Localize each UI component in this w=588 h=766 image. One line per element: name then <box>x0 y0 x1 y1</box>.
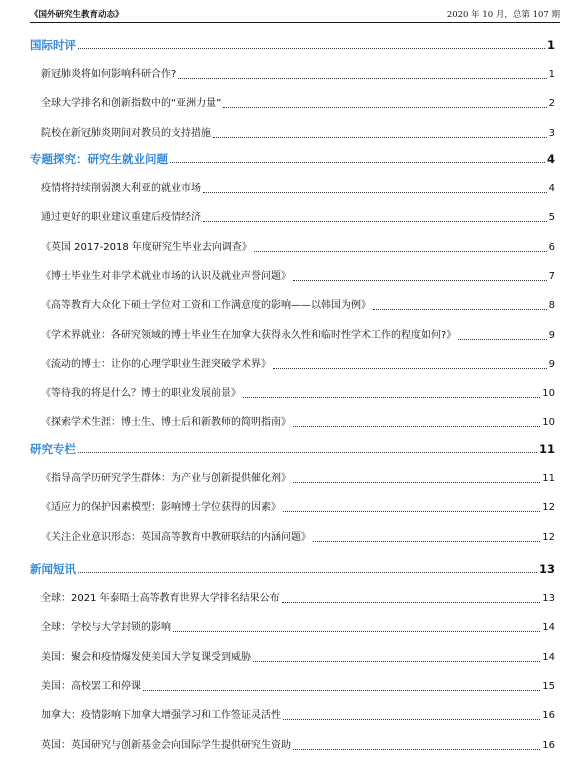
toc-entry-title: 《指导高学历研究学生群体：为产业与创新提供催化剂》 <box>41 473 291 484</box>
dot-leader <box>282 602 541 603</box>
toc-entry-page-number: 4 <box>548 183 555 194</box>
toc-entry[interactable] <box>41 97 555 111</box>
toc-entry-page-number: 3 <box>548 128 555 139</box>
toc-entry[interactable] <box>41 592 555 606</box>
toc-entry-page-number: 5 <box>548 212 555 223</box>
dot-leader <box>253 661 540 662</box>
toc-entry-page-number: 8 <box>548 300 555 311</box>
toc-entry-page-number: 14 <box>542 652 555 663</box>
dot-leader <box>170 162 545 163</box>
toc-entry-title: 英国：英国研究与创新基金会向国际学生提供研究生资助 <box>41 740 291 751</box>
toc-entry-title: 《等待我的将是什么？博士的职业发展前景》 <box>41 388 241 399</box>
dot-leader <box>283 719 540 720</box>
toc-entry[interactable] <box>41 739 555 753</box>
toc-entry[interactable] <box>41 68 555 82</box>
toc-section-heading[interactable] <box>30 562 555 576</box>
dot-leader <box>78 452 537 453</box>
toc-entry-title: 《博士毕业生对非学术就业市场的认识及就业声誉问题》 <box>41 271 291 282</box>
toc-entry[interactable] <box>41 416 555 430</box>
dot-leader <box>373 309 547 310</box>
toc-section-heading-title: 新闻短讯 <box>30 562 76 576</box>
toc-section-heading-title: 国际时评 <box>30 38 76 52</box>
toc-entry-page-number: 2 <box>548 98 555 109</box>
toc-entry[interactable] <box>41 501 555 515</box>
toc-entry[interactable] <box>41 270 555 284</box>
dot-leader <box>293 280 547 281</box>
toc-section-heading-title: 研究专栏 <box>30 442 76 456</box>
toc-entry[interactable] <box>41 299 555 313</box>
dot-leader <box>203 221 547 222</box>
toc-entry-title: 加拿大：疫情影响下加拿大增强学习和工作签证灵活性 <box>41 710 281 721</box>
toc-entry-page-number: 1 <box>548 69 555 80</box>
dot-leader <box>78 572 537 573</box>
toc-entry[interactable] <box>41 472 555 486</box>
toc-entry-title: 全球：学校与大学封锁的影响 <box>41 622 171 633</box>
toc-entry-page-number: 10 <box>542 417 555 428</box>
toc-entry-page-number: 10 <box>542 388 555 399</box>
toc-entry[interactable] <box>41 329 555 343</box>
toc-entry-page-number: 13 <box>542 593 555 604</box>
toc-section-heading[interactable] <box>30 152 555 166</box>
toc-entry-page-number: 16 <box>542 710 555 721</box>
toc-entry-title: 美国：高校罢工和停课 <box>41 681 141 692</box>
dot-leader <box>293 749 540 750</box>
toc-entry-title: 全球大学排名和创新指数中的“亚洲力量” <box>41 98 222 109</box>
toc-entry-title: 疫情将持续削弱澳大利亚的就业市场 <box>41 183 201 194</box>
toc-entry-title: 美国：聚会和疫情爆发使美国大学复课受到威胁 <box>41 652 251 663</box>
toc-entry-page-number: 6 <box>548 242 555 253</box>
toc-entry-title: 《探索学术生涯：博士生、博士后和新教师的简明指南》 <box>41 417 291 428</box>
toc-entry-title: 《学术界就业：各研究领域的博士毕业生在加拿大获得永久性和临时性学术工作的程度如何?》 <box>41 330 457 341</box>
toc-entry[interactable] <box>41 211 555 225</box>
toc-entry[interactable] <box>41 182 555 196</box>
dot-leader <box>178 78 546 79</box>
toc-section-heading-page-number: 1 <box>546 38 555 52</box>
toc-entry-page-number: 15 <box>542 681 555 692</box>
toc-entry[interactable] <box>41 651 555 665</box>
dot-leader <box>458 339 546 340</box>
toc-section-heading-page-number: 13 <box>538 562 555 576</box>
issue-info: 2020 年 10 月，总第 107 期 <box>446 10 560 20</box>
dot-leader <box>223 107 546 108</box>
dot-leader <box>283 511 540 512</box>
dot-leader <box>293 426 540 427</box>
dot-leader <box>213 137 547 138</box>
toc-entry-page-number: 9 <box>548 359 555 370</box>
toc-section-heading[interactable] <box>30 38 555 52</box>
toc-entry-page-number: 11 <box>542 473 555 484</box>
toc-entry-title: 《流动的博士：让你的心理学职业生涯突破学术界》 <box>41 359 271 370</box>
dot-leader <box>173 631 540 632</box>
toc-entry-title: 《高等教育大众化下硕士学位对工资和工作满意度的影响——以韩国为例》 <box>41 300 371 311</box>
toc-entry-title: 全球：2021 年泰晤士高等教育世界大学排名结果公布 <box>41 593 280 604</box>
toc-entry-title: 新冠肺炎将如何影响科研合作? <box>41 69 177 80</box>
dot-leader <box>293 482 540 483</box>
page-header <box>30 6 560 23</box>
toc-entry-title: 通过更好的职业建议重建后疫情经济 <box>41 212 201 223</box>
toc-entry[interactable] <box>41 680 555 694</box>
toc-section-heading[interactable] <box>30 442 555 456</box>
dot-leader <box>143 690 540 691</box>
dot-leader <box>78 48 545 49</box>
toc-entry-title: 《英国 2017-2018 年度研究生毕业去向调查》 <box>41 242 252 253</box>
toc-entry-page-number: 9 <box>548 330 555 341</box>
toc-section-heading-page-number: 4 <box>546 152 555 166</box>
dot-leader <box>313 541 540 542</box>
toc-entry[interactable] <box>41 358 555 372</box>
toc-entry-title: 《关注企业意识形态：英国高等教育中教研联结的内涵问题》 <box>41 532 311 543</box>
dot-leader <box>203 192 547 193</box>
toc-section-heading-page-number: 11 <box>538 442 555 456</box>
toc-entry-page-number: 12 <box>542 532 555 543</box>
toc-entry-page-number: 12 <box>542 502 555 513</box>
toc-entry-page-number: 14 <box>542 622 555 633</box>
dot-leader <box>243 397 540 398</box>
dot-leader <box>254 251 547 252</box>
toc-entry[interactable] <box>41 709 555 723</box>
toc-entry-page-number: 7 <box>548 271 555 282</box>
toc-entry-page-number: 16 <box>542 740 555 751</box>
toc-entry[interactable] <box>41 241 555 255</box>
toc-entry[interactable] <box>41 531 555 545</box>
toc-entry-title: 《适应力的保护因素模型：影响博士学位获得的因素》 <box>41 502 281 513</box>
journal-title: 《国外研究生教育动态》 <box>30 10 124 20</box>
dot-leader <box>273 368 547 369</box>
toc-entry[interactable] <box>41 387 555 401</box>
toc-section-heading-title: 专题探究：研究生就业问题 <box>30 152 168 166</box>
toc-entry[interactable] <box>41 621 555 635</box>
toc-entry[interactable] <box>41 127 555 141</box>
toc-entry-title: 院校在新冠肺炎期间对教员的支持措施 <box>41 128 211 139</box>
